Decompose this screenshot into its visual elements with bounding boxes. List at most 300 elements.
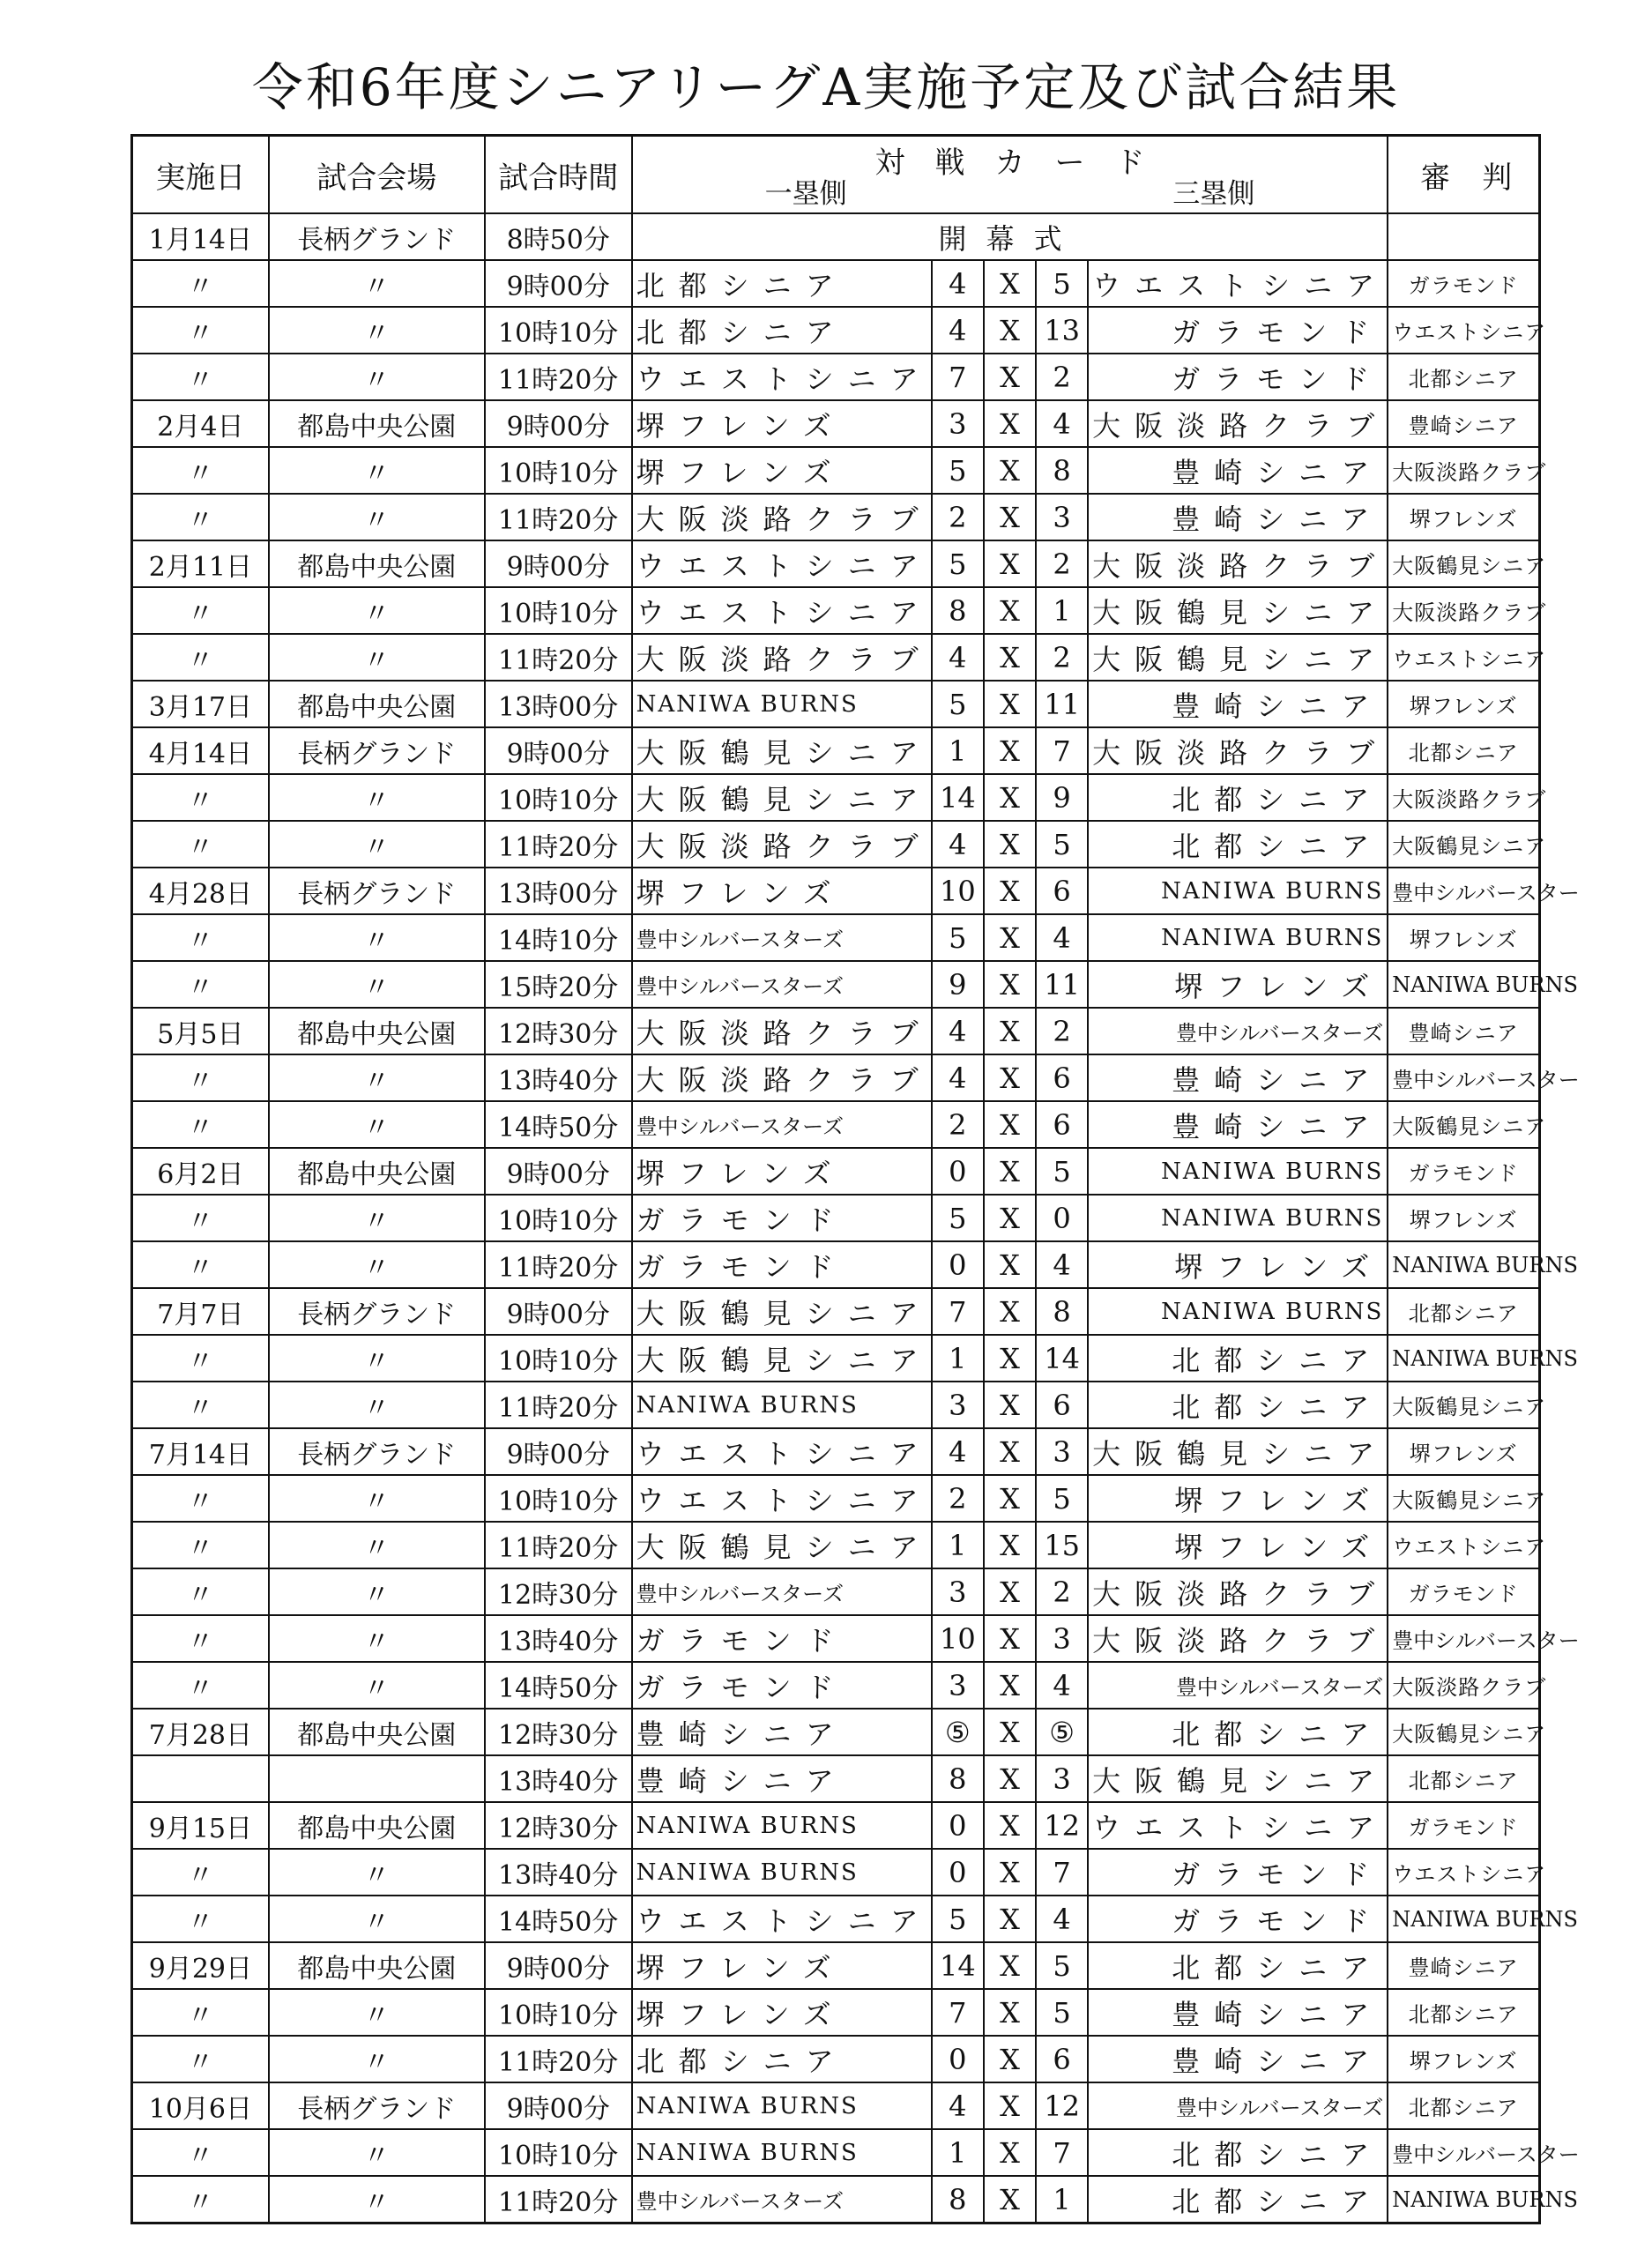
date-cell: 〃 [132,774,269,821]
third-base-team-cell: 豊崎シニア [1088,494,1388,540]
third-base-team-cell: ガラモンド [1088,1849,1388,1896]
first-base-team-cell: ガラモンド [632,1195,932,1241]
third-base-team-cell: NANIWA BURNS [1088,868,1388,914]
third-base-team-cell: 大阪鶴見シニア [1088,634,1388,681]
time-cell: 10時10分 [485,2129,632,2176]
first-base-team-cell: 大阪鶴見シニア [632,1288,932,1335]
third-base-score-cell: 3 [1036,1428,1088,1475]
first-base-score-cell: 4 [932,2082,984,2129]
venue-cell: 〃 [269,1101,485,1148]
time-cell: 11時20分 [485,2176,632,2223]
first-base-team-cell: 豊崎シニア [632,1755,932,1802]
third-base-score-cell: 7 [1036,2129,1088,2176]
table-row [132,307,1540,354]
referee-cell: 大阪鶴見シニア [1388,821,1539,868]
first-base-score-cell: 4 [932,634,984,681]
first-base-score-cell: 2 [932,1475,984,1522]
table-row [132,1101,1540,1148]
venue-cell: 都島中央公園 [269,1148,485,1195]
versus-mark-cell: X [984,587,1036,634]
first-base-score-cell: 4 [932,307,984,354]
third-base-score-cell: 6 [1036,1101,1088,1148]
versus-mark-cell: X [984,494,1036,540]
referee-cell: 豊中シルバースター [1388,1054,1539,1101]
versus-mark-cell: X [984,1755,1036,1802]
referee-cell: 大阪淡路クラブ [1388,1662,1539,1709]
third-base-team-cell: 北都シニア [1088,2129,1388,2176]
first-base-team-cell: ウエストシニア [632,540,932,587]
first-base-team-cell: 堺フレンズ [632,1989,932,2036]
date-cell: 7月28日 [132,1709,269,1755]
time-cell: 15時20分 [485,961,632,1008]
table-row [132,634,1540,681]
versus-mark-cell: X [984,1475,1036,1522]
third-base-team-cell: 大阪鶴見シニア [1088,587,1388,634]
first-base-team-cell: NANIWA BURNS [632,2129,932,2176]
table-row [132,213,1540,260]
versus-mark-cell: X [984,2129,1036,2176]
referee-cell: 大阪淡路クラブ [1388,587,1539,634]
third-base-team-cell: 豊崎シニア [1088,681,1388,727]
referee-cell: ガラモンド [1388,260,1539,307]
venue-cell: 〃 [269,821,485,868]
third-base-team-cell: NANIWA BURNS [1088,1288,1388,1335]
first-base-score-cell: 5 [932,914,984,961]
table-row [132,1802,1540,1849]
venue-cell [269,1755,485,1802]
third-base-team-cell: 豊中シルバースターズ [1088,1008,1388,1054]
referee-cell: 堺フレンズ [1388,681,1539,727]
first-base-score-cell: 1 [932,2129,984,2176]
versus-mark-cell: X [984,1288,1036,1335]
third-base-score-cell: 5 [1036,821,1088,868]
third-base-team-cell: 豊崎シニア [1088,1054,1388,1101]
time-cell: 10時10分 [485,307,632,354]
first-base-score-cell: 2 [932,494,984,540]
referee-cell: 豊崎シニア [1388,400,1539,447]
referee-cell: NANIWA BURNS [1388,1241,1539,1288]
header-first-side: 一塁側 [764,178,847,210]
first-base-team-cell: 北都シニア [632,307,932,354]
venue-cell: 〃 [269,1662,485,1709]
time-cell: 10時10分 [485,774,632,821]
first-base-score-cell: 4 [932,1054,984,1101]
first-base-team-cell: 豊崎シニア [632,1709,932,1755]
time-cell: 8時50分 [485,213,632,260]
third-base-team-cell: 大阪淡路クラブ [1088,727,1388,774]
table-row [132,1989,1540,2036]
third-base-score-cell: ⑤ [1036,1709,1088,1755]
third-base-team-cell: 豊崎シニア [1088,1989,1388,2036]
third-base-team-cell: 堺フレンズ [1088,961,1388,1008]
table-row [132,1755,1540,1802]
venue-cell: 〃 [269,1989,485,2036]
versus-mark-cell: X [984,961,1036,1008]
table-row [132,1054,1540,1101]
first-base-score-cell: 10 [932,1615,984,1662]
venue-cell: 〃 [269,1896,485,1942]
time-cell: 11時20分 [485,821,632,868]
first-base-score-cell: 7 [932,1989,984,2036]
schedule-table [130,134,1580,2224]
referee-cell: ウエストシニア [1388,634,1539,681]
third-base-score-cell: 3 [1036,494,1088,540]
third-base-score-cell: 2 [1036,354,1088,400]
time-cell: 13時40分 [485,1755,632,1802]
third-base-team-cell: NANIWA BURNS [1088,1195,1388,1241]
referee-cell: NANIWA BURNS [1388,1896,1539,1942]
time-cell: 13時40分 [485,1054,632,1101]
third-base-score-cell: 14 [1036,1335,1088,1382]
time-cell: 10時10分 [485,1335,632,1382]
date-cell: 〃 [132,447,269,494]
first-base-score-cell: 7 [932,1288,984,1335]
third-base-team-cell: 豊崎シニア [1088,1101,1388,1148]
time-cell: 11時20分 [485,494,632,540]
versus-mark-cell: X [984,1335,1036,1382]
referee-cell: 大阪鶴見シニア [1388,1101,1539,1148]
time-cell: 10時10分 [485,1475,632,1522]
first-base-team-cell: 大阪淡路クラブ [632,634,932,681]
versus-mark-cell: X [984,2176,1036,2223]
venue-cell: 〃 [269,494,485,540]
header-date: 実施日 [132,136,269,214]
first-base-score-cell: 5 [932,447,984,494]
first-base-team-cell: 豊中シルバースターズ [632,914,932,961]
venue-cell: 〃 [269,1195,485,1241]
third-base-score-cell: 7 [1036,1849,1088,1896]
date-cell: 〃 [132,2129,269,2176]
time-cell: 10時10分 [485,447,632,494]
header-referee: 審判 [1388,136,1539,214]
first-base-team-cell: ウエストシニア [632,1428,932,1475]
header-time: 試合時間 [485,136,632,214]
first-base-team-cell: 堺フレンズ [632,447,932,494]
third-base-score-cell: 2 [1036,540,1088,587]
referee-cell: ガラモンド [1388,1568,1539,1615]
table-row [132,400,1540,447]
venue-cell: 長柄グランド [269,727,485,774]
versus-mark-cell: X [984,774,1036,821]
third-base-score-cell: 11 [1036,961,1088,1008]
table-row [132,821,1540,868]
table-row [132,1148,1540,1195]
referee-cell: 堺フレンズ [1388,2036,1539,2082]
venue-cell: 〃 [269,1241,485,1288]
versus-mark-cell: X [984,400,1036,447]
date-cell: 〃 [132,1615,269,1662]
table-row [132,1475,1540,1522]
table-row [132,774,1540,821]
table-row [132,1241,1540,1288]
first-base-score-cell: 8 [932,587,984,634]
venue-cell: 〃 [269,1382,485,1428]
date-cell: 〃 [132,1101,269,1148]
date-cell: 9月29日 [132,1942,269,1989]
first-base-score-cell: 4 [932,260,984,307]
date-cell: 〃 [132,2036,269,2082]
first-base-team-cell: NANIWA BURNS [632,1382,932,1428]
venue-cell: 〃 [269,914,485,961]
venue-cell: 〃 [269,634,485,681]
time-cell: 12時30分 [485,1709,632,1755]
referee-cell: ウエストシニア [1388,1522,1539,1568]
third-base-score-cell: 3 [1036,1615,1088,1662]
third-base-team-cell: 北都シニア [1088,1709,1388,1755]
first-base-score-cell: 10 [932,868,984,914]
time-cell: 9時00分 [485,1428,632,1475]
first-base-team-cell: 豊中シルバースターズ [632,1101,932,1148]
table-row [132,540,1540,587]
third-base-team-cell: 大阪淡路クラブ [1088,400,1388,447]
venue-cell: 〃 [269,2036,485,2082]
date-cell: 〃 [132,1662,269,1709]
third-base-score-cell: 13 [1036,307,1088,354]
venue-cell: 〃 [269,1615,485,1662]
venue-cell: 長柄グランド [269,1288,485,1335]
first-base-score-cell: 14 [932,1942,984,1989]
versus-mark-cell: X [984,1615,1036,1662]
versus-mark-cell: X [984,447,1036,494]
versus-mark-cell: X [984,260,1036,307]
date-cell: 〃 [132,2176,269,2223]
third-base-team-cell: 豊中シルバースターズ [1088,2082,1388,2129]
first-base-team-cell: 北都シニア [632,2036,932,2082]
first-base-score-cell: 1 [932,1335,984,1382]
time-cell: 11時20分 [485,1241,632,1288]
table-row [132,1195,1540,1241]
referee-cell: 大阪淡路クラブ [1388,774,1539,821]
referee-cell: NANIWA BURNS [1388,961,1539,1008]
time-cell: 12時30分 [485,1008,632,1054]
date-cell: 7月14日 [132,1428,269,1475]
referee-cell: 堺フレンズ [1388,1428,1539,1475]
first-base-score-cell: 0 [932,1849,984,1896]
time-cell: 9時00分 [485,1148,632,1195]
referee-cell: 北都シニア [1388,2082,1539,2129]
date-cell: 〃 [132,1849,269,1896]
time-cell: 13時00分 [485,868,632,914]
date-cell: 9月15日 [132,1802,269,1849]
table-row [132,587,1540,634]
date-cell: 2月11日 [132,540,269,587]
third-base-team-cell: NANIWA BURNS [1088,1148,1388,1195]
first-base-team-cell: 大阪淡路クラブ [632,1054,932,1101]
third-base-score-cell: 12 [1036,1802,1088,1849]
table-row [132,447,1540,494]
first-base-team-cell: 大阪鶴見シニア [632,774,932,821]
third-base-team-cell: ウエストシニア [1088,1802,1388,1849]
third-base-score-cell: 5 [1036,1989,1088,2036]
first-base-score-cell: 1 [932,1522,984,1568]
venue-cell: 〃 [269,2176,485,2223]
referee-cell: 北都シニア [1388,354,1539,400]
date-cell [132,1755,269,1802]
third-base-score-cell: 4 [1036,400,1088,447]
versus-mark-cell: X [984,1522,1036,1568]
referee-cell: 豊崎シニア [1388,1942,1539,1989]
referee-cell: 北都シニア [1388,727,1539,774]
first-base-team-cell: ウエストシニア [632,1896,932,1942]
first-base-score-cell: 0 [932,1148,984,1195]
table-row [132,1615,1540,1662]
date-cell: 6月2日 [132,1148,269,1195]
first-base-team-cell: 豊中シルバースターズ [632,2176,932,2223]
table-row [132,2082,1540,2129]
third-base-score-cell: 4 [1036,1662,1088,1709]
third-base-score-cell: 1 [1036,2176,1088,2223]
third-base-score-cell: 6 [1036,868,1088,914]
time-cell: 14時50分 [485,1101,632,1148]
venue-cell: 都島中央公園 [269,400,485,447]
first-base-score-cell: 3 [932,1662,984,1709]
referee-cell: 大阪鶴見シニア [1388,1709,1539,1755]
date-cell: 〃 [132,1241,269,1288]
time-cell: 10時10分 [485,1989,632,2036]
versus-mark-cell: X [984,1008,1036,1054]
date-cell: 〃 [132,1335,269,1382]
third-base-team-cell: 大阪淡路クラブ [1088,540,1388,587]
table-row [132,494,1540,540]
third-base-team-cell: 北都シニア [1088,1382,1388,1428]
first-base-team-cell: 豊中シルバースターズ [632,1568,932,1615]
time-cell: 11時20分 [485,1522,632,1568]
third-base-score-cell: 5 [1036,1475,1088,1522]
versus-mark-cell: X [984,681,1036,727]
table-row [132,914,1540,961]
third-base-score-cell: 5 [1036,1942,1088,1989]
first-base-score-cell: 5 [932,540,984,587]
third-base-team-cell: 豊崎シニア [1088,2036,1388,2082]
table-row [132,2036,1540,2082]
time-cell: 9時00分 [485,2082,632,2129]
date-cell: 〃 [132,634,269,681]
third-base-score-cell: 15 [1036,1522,1088,1568]
date-cell: 〃 [132,1896,269,1942]
date-cell: 〃 [132,1568,269,1615]
table-row [132,2176,1540,2223]
venue-cell: 〃 [269,2129,485,2176]
first-base-score-cell: 9 [932,961,984,1008]
date-cell: 〃 [132,1989,269,2036]
time-cell: 9時00分 [485,400,632,447]
venue-cell: 〃 [269,1849,485,1896]
referee-cell: 北都シニア [1388,1755,1539,1802]
first-base-team-cell: NANIWA BURNS [632,681,932,727]
versus-mark-cell: X [984,634,1036,681]
venue-cell: 〃 [269,307,485,354]
first-base-score-cell: ⑤ [932,1709,984,1755]
date-cell: 4月14日 [132,727,269,774]
first-base-team-cell: 大阪鶴見シニア [632,727,932,774]
versus-mark-cell: X [984,1054,1036,1101]
first-base-score-cell: 5 [932,1195,984,1241]
schedule-body [132,213,1580,2223]
third-base-score-cell: 9 [1036,774,1088,821]
date-cell: 4月28日 [132,868,269,914]
time-cell: 11時20分 [485,354,632,400]
referee-cell: 堺フレンズ [1388,494,1539,540]
date-cell: 〃 [132,1195,269,1241]
venue-cell: 〃 [269,447,485,494]
versus-mark-cell: X [984,821,1036,868]
third-base-team-cell: 大阪鶴見シニア [1088,1755,1388,1802]
referee-cell: 大阪鶴見シニア [1388,1382,1539,1428]
third-base-score-cell: 8 [1036,1288,1088,1335]
venue-cell: 〃 [269,961,485,1008]
referee-cell: 堺フレンズ [1388,1195,1539,1241]
table-row [132,961,1540,1008]
header-row [132,136,1540,214]
third-base-score-cell: 11 [1036,681,1088,727]
third-base-score-cell: 4 [1036,914,1088,961]
table-row [132,354,1540,400]
third-base-score-cell: 5 [1036,1148,1088,1195]
referee-cell: 大阪淡路クラブ [1388,447,1539,494]
versus-mark-cell: X [984,2082,1036,2129]
date-cell: 〃 [132,587,269,634]
third-base-score-cell: 2 [1036,634,1088,681]
time-cell: 9時00分 [485,540,632,587]
first-base-score-cell: 3 [932,400,984,447]
third-base-team-cell: 北都シニア [1088,774,1388,821]
third-base-score-cell: 6 [1036,1054,1088,1101]
versus-mark-cell: X [984,1709,1036,1755]
time-cell: 9時00分 [485,727,632,774]
venue-cell: 〃 [269,260,485,307]
referee-cell: 堺フレンズ [1388,914,1539,961]
time-cell: 12時30分 [485,1568,632,1615]
date-cell: 〃 [132,1522,269,1568]
versus-mark-cell: X [984,1382,1036,1428]
time-cell: 14時50分 [485,1662,632,1709]
first-base-score-cell: 0 [932,1802,984,1849]
third-base-team-cell: 豊崎シニア [1088,447,1388,494]
versus-mark-cell: X [984,914,1036,961]
first-base-score-cell: 2 [932,1101,984,1148]
first-base-team-cell: 大阪淡路クラブ [632,494,932,540]
first-base-score-cell: 0 [932,1241,984,1288]
first-base-team-cell: 大阪鶴見シニア [632,1335,932,1382]
versus-mark-cell: X [984,1802,1036,1849]
first-base-team-cell: ガラモンド [632,1615,932,1662]
venue-cell: 長柄グランド [269,2082,485,2129]
venue-cell: 長柄グランド [269,213,485,260]
third-base-team-cell: ガラモンド [1088,307,1388,354]
third-base-score-cell: 0 [1036,1195,1088,1241]
venue-cell: 〃 [269,1475,485,1522]
first-base-team-cell: 大阪鶴見シニア [632,1522,932,1568]
first-base-team-cell: 堺フレンズ [632,868,932,914]
table-row [132,1522,1540,1568]
referee-cell: ガラモンド [1388,1148,1539,1195]
third-base-team-cell: 大阪淡路クラブ [1088,1615,1388,1662]
third-base-score-cell: 2 [1036,1568,1088,1615]
third-base-team-cell: 堺フレンズ [1088,1522,1388,1568]
venue-cell: 都島中央公園 [269,1942,485,1989]
first-base-team-cell: NANIWA BURNS [632,1802,932,1849]
third-base-score-cell: 8 [1036,447,1088,494]
table-row [132,727,1540,774]
referee-cell: ウエストシニア [1388,1849,1539,1896]
third-base-score-cell: 4 [1036,1241,1088,1288]
header-card [632,136,1388,214]
time-cell: 11時20分 [485,2036,632,2082]
first-base-score-cell: 0 [932,2036,984,2082]
date-cell: 〃 [132,1054,269,1101]
versus-mark-cell: X [984,307,1036,354]
table-row [132,1896,1540,1942]
